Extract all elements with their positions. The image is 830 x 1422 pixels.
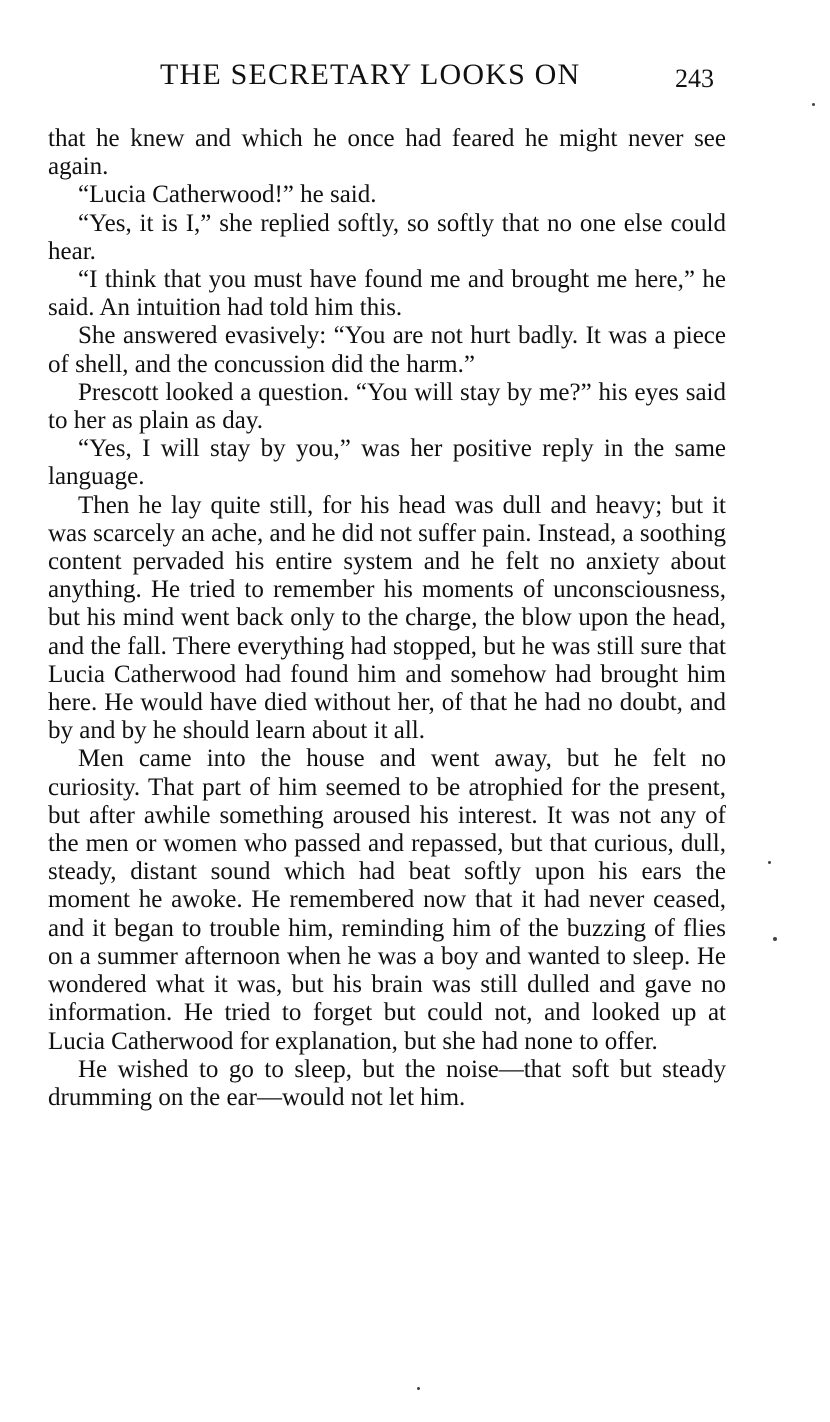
paragraph: Prescott looked a question. “You will stay by me?” his eyes said to her as plain as day.: [48, 378, 726, 435]
page-number: 243: [675, 64, 714, 93]
paragraph: He wished to go to sleep, but the noise—that soft but steady drumming on the ear—would not let him.: [48, 1055, 726, 1111]
paragraph: “I think that you must have found me and brought me here,” he said. An intuition had told him this.: [48, 266, 726, 322]
body-text: [48, 125, 726, 1112]
running-header: [0, 58, 830, 98]
paragraph: Men came into the house and went away, but he felt no curiosity. That part of him seemed to be atrophied for the present, but after awhile something aroused his interest. It was not any of the men or women who passed and repassed, but that curious, dull, steady, distant sound which had beat softly upon his ears the moment he awoke. He remembered now that it had never ceased, and it began to trouble him, reminding him of the buzzing of flies on a summer afternoon when he was a boy and wanted to sleep. He wondered what it was, but his brain was still dulled and gave no information. He tried to forget but could not, and looked up at Lucia Catherwood for explanation, but she had none to offer.: [48, 745, 726, 1055]
chapter-title: THE SECRETARY LOOKS ON: [160, 58, 581, 91]
paragraph: “Yes, it is I,” she replied softly, so softly that no one else could hear.: [48, 209, 726, 265]
print-speck: [773, 937, 777, 941]
paragraph: “Lucia Catherwood!” he said.: [78, 181, 377, 209]
paragraph: “Yes, I will stay by you,” was her positive reply in the same language.: [48, 435, 726, 491]
paragraph: that he knew and which he once had feared he might never see again.: [48, 125, 726, 181]
print-speck: [417, 1387, 420, 1390]
paragraph: She answered evasively: “You are not hurt badly. It was a piece of shell, and the concussion did the harm.”: [48, 322, 726, 378]
paragraph: Then he lay quite still, for his head was dull and heavy; but it was scarcely an ache, and he did not suffer pain. Instead, a soothing content pervaded his entire system and he felt no anxiety about anything. He tried to remember his moments of unconsciousness, but his mind went back only to the charge, the blow upon the head, and the fall. There everything had stopped, but he was still sure that Lucia Catherwood had found him and somehow had brought him here. He would have died without her, of that he had no doubt, and by and by he should learn about it all.: [48, 491, 726, 745]
print-speck: [812, 103, 815, 106]
print-speck: [768, 861, 771, 864]
